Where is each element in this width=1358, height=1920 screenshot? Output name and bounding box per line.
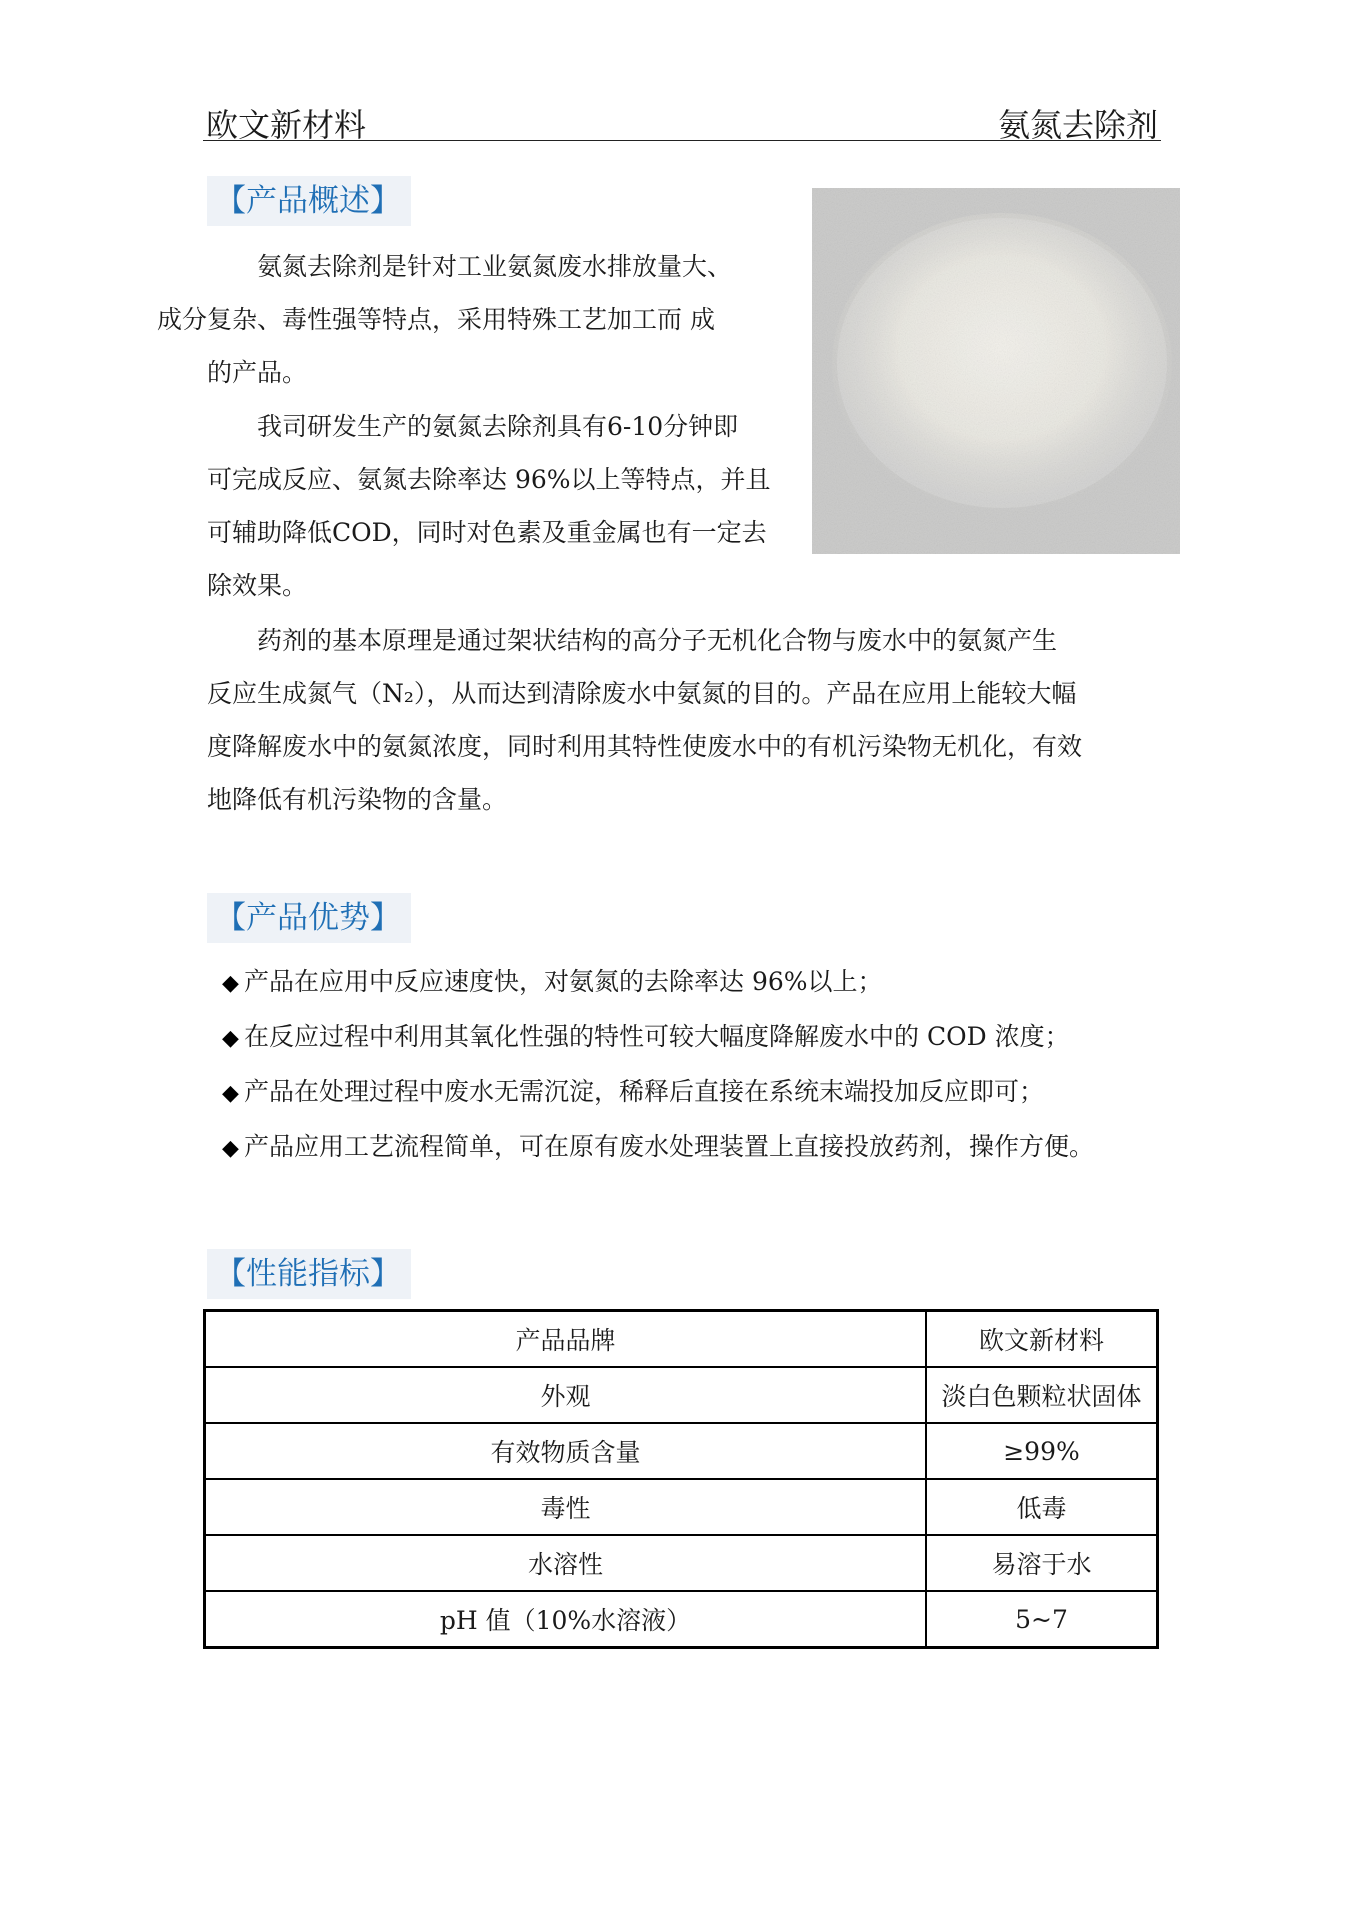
diamond-bullet-icon: ◆ [222,1026,239,1051]
page-header [203,96,1161,144]
spec-key: 水溶性 [205,1535,927,1591]
company-name: 欧文新材料 [206,106,367,144]
table-row [205,1479,1158,1535]
spec-value: 淡白色颗粒状固体 [926,1367,1158,1423]
table-row [205,1311,1158,1368]
spec-value: 5~7 [926,1591,1158,1648]
list-item: ◆ 产品应用工艺流程简单，可在原有废水处理装置上直接投放药剂，操作方便。 [222,1120,1094,1175]
spec-value: 易溶于水 [926,1535,1158,1591]
list-item: ◆ 产品在应用中反应速度快，对氨氮的去除率达 96%以上； [222,955,1094,1010]
overview-paragraph-1: 氨氮去除剂是针对工业氨氮废水排放量大、 成分复杂、毒性强等特点，采用特殊工艺加工而 成 的产品。 [157,252,733,387]
list-item: ◆ 在反应过程中利用其氧化性强的特性可较大幅度降解废水中的 COD 浓度； [222,1010,1094,1065]
overview-paragraph-3: 药剂的基本原理是通过架状结构的高分子无机化合物与废水中的氨氮产生 反应生成氮气（N₂），从而达到清除废水中氨氮的目的。产品在应用上能较大幅 度降解废水中的氨氮浓度，同时利用其特性使废水中的有机污染物无机化，有效 地降低有机污染物的含量。 [207,626,1083,814]
spec-value: 欧文新材料 [926,1311,1158,1368]
spec-key: 外观 [205,1367,927,1423]
spec-key: pH 值（10%水溶液） [205,1591,927,1648]
table-row [205,1535,1158,1591]
overview-section-title: 【产品概述】 [207,176,411,226]
advantages-section-title: 【产品优势】 [207,893,411,943]
table-row [205,1591,1158,1648]
table-row [205,1367,1158,1423]
table-row [205,1423,1158,1479]
product-name: 氨氮去除剂 [997,106,1158,144]
specs-table [203,1309,1159,1649]
spec-key: 有效物质含量 [205,1423,927,1479]
powder-pile-image [812,188,1180,554]
specs-section-title: 【性能指标】 [207,1249,411,1299]
diamond-bullet-icon: ◆ [222,1081,239,1106]
spec-key: 产品品牌 [205,1311,927,1368]
diamond-bullet-icon: ◆ [222,1136,239,1161]
overview-paragraph-2: 我司研发生产的氨氮去除剂具有6-10分钟即 可完成反应、氨氮去除率达 96%以上等特点，并且 可辅助降低COD，同时对色素及重金属也有一定去 除效果。 [207,412,771,600]
spec-value: ≥99% [926,1423,1158,1479]
spec-value: 低毒 [926,1479,1158,1535]
product-photo [812,188,1180,554]
diamond-bullet-icon: ◆ [222,971,239,996]
list-item: ◆ 产品在处理过程中废水无需沉淀，稀释后直接在系统末端投加反应即可； [222,1065,1094,1120]
spec-key: 毒性 [205,1479,927,1535]
advantages-list [222,955,1094,1175]
